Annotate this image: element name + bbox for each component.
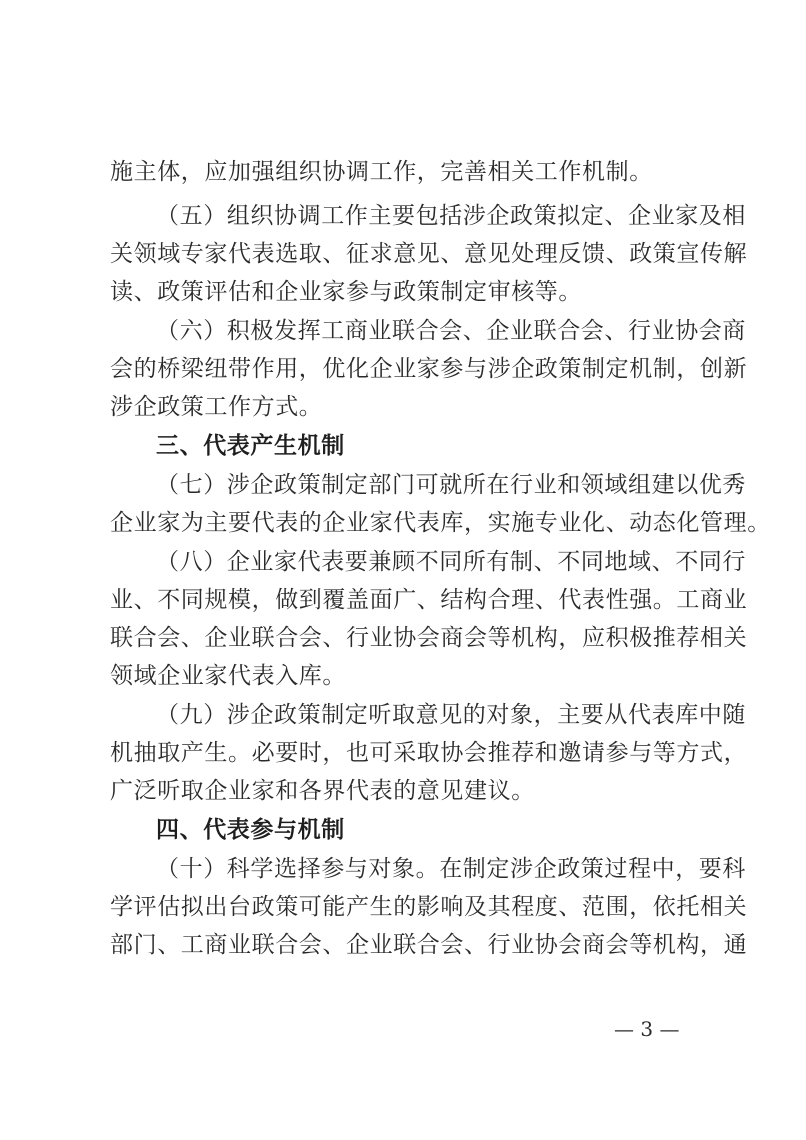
paragraph-line: 机抽取产生。必要时，也可采取协会推荐和邀请参与等方式， [110, 740, 748, 766]
paragraph-line: 企业家为主要代表的企业家代表库，实施专业化、动态化管理。 [110, 510, 771, 536]
paragraph-line: （九）涉企政策制定听取意见的对象，主要从代表库中随 [156, 702, 746, 728]
paragraph-line: （七）涉企政策制定部门可就所在行业和领域组建以优秀 [156, 472, 746, 498]
page-number: — 3 — [614, 1017, 680, 1041]
paragraph-line: 关领域专家代表选取、征求意见、意见处理反馈、政策宣传解 [110, 241, 748, 267]
paragraph-line: 部门、工商业联合会、企业联合会、行业协会商会等机构，通 [110, 932, 748, 958]
paragraph-line: 业、不同规模，做到覆盖面广、结构合理、代表性强。工商业 [110, 587, 748, 613]
paragraph-line: 学评估拟出台政策可能产生的影响及其程度、范围，依托相关 [110, 894, 748, 920]
paragraph-line: 施主体，应加强组织协调工作，完善相关工作机制。 [110, 159, 653, 185]
section-heading: 三、代表产生机制 [156, 433, 345, 459]
paragraph-line: （八）企业家代表要兼顾不同所有制、不同地域、不同行 [156, 549, 746, 575]
paragraph-line: （十）科学选择参与对象。在制定涉企政策过程中，要科 [156, 856, 746, 882]
section-heading: 四、代表参与机制 [156, 817, 345, 843]
paragraph-line: 涉企政策工作方式。 [110, 394, 323, 420]
paragraph-line: 读、政策评估和企业家参与政策制定审核等。 [110, 279, 582, 305]
paragraph-line: （六）积极发挥工商业联合会、企业联合会、行业协会商 [156, 318, 746, 344]
paragraph-line: 领域企业家代表入库。 [110, 663, 346, 689]
paragraph-line: 联合会、企业联合会、行业协会商会等机构，应积极推荐相关 [110, 625, 748, 651]
paragraph-line: 会的桥梁纽带作用，优化企业家参与涉企政策制定机制，创新 [110, 356, 748, 382]
paragraph-line: 广泛听取企业家和各界代表的意见建议。 [110, 778, 535, 804]
paragraph-line: （五）组织协调工作主要包括涉企政策拟定、企业家及相 [156, 203, 746, 229]
